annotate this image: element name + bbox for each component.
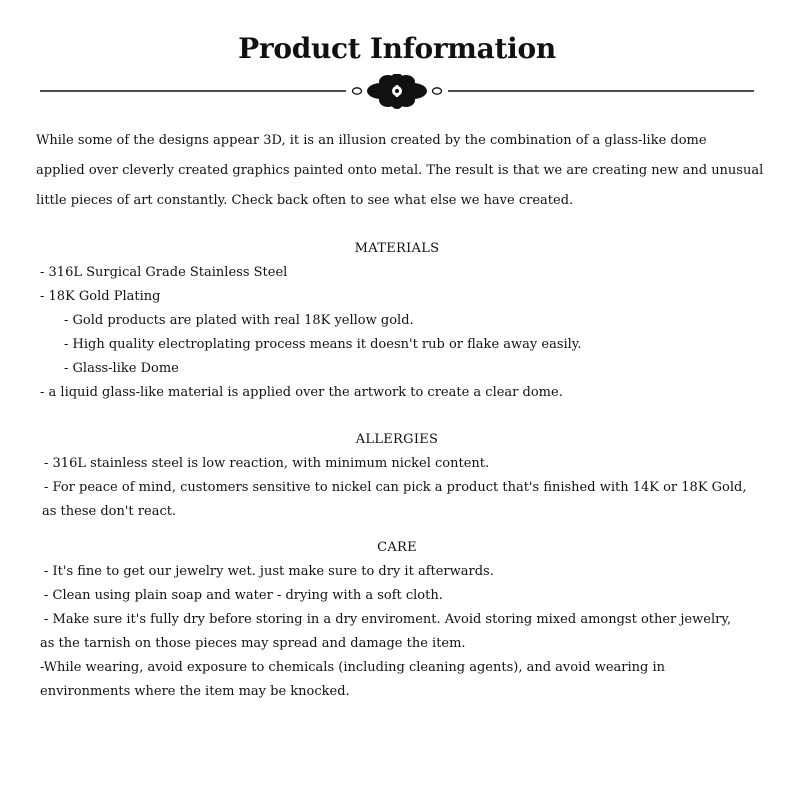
materials-item: - 316L Surgical Grade Stainless Steel [40,265,288,280]
flower-divider [40,74,754,110]
care-item: -While wearing, avoid exposure to chemicals (including cleaning agents), and avoid wearing in [40,660,665,675]
materials-subitem: - Gold products are plated with real 18K yellow gold. [64,313,414,328]
allergies-item: - 316L stainless steel is low reaction, with minimum nickel content. [44,456,490,471]
allergies-item: - For peace of mind, customers sensitive to nickel can pick a product that's finished with 14K or 18K Gold, [44,480,747,495]
page-title: Product Information [238,32,556,65]
intro-paragraph [36,126,766,216]
allergies-heading: ALLERGIES [355,432,439,447]
intro-line: applied over cleverly created graphics painted onto metal. The result is that we are creating new and unusual [36,163,764,178]
intro-line: little pieces of art constantly. Check back often to see what else we have created. [36,193,574,208]
care-item: environments where the item may be knocked. [40,684,350,699]
materials-item: - 18K Gold Plating [40,289,161,304]
materials-subitem: - Glass-like Dome [64,361,179,376]
materials-heading: MATERIALS [354,241,440,256]
flower-icon [367,74,427,109]
care-item: - It's fine to get our jewelry wet. just make sure to dry it afterwards. [44,564,494,579]
care-item: - Clean using plain soap and water - drying with a soft cloth. [44,588,443,603]
care-item: as the tarnish on those pieces may spread and damage the item. [40,636,466,651]
intro-line: While some of the designs appear 3D, it is an illusion created by the combination of a glass-like dome [36,133,707,148]
allergies-item: as these don't react. [42,504,177,519]
materials-item: - a liquid glass-like material is applied over the artwork to create a clear dome. [40,385,563,400]
materials-subitem: - High quality electroplating process means it doesn't rub or flake away easily. [64,337,582,352]
care-item: - Make sure it's fully dry before storing in a dry enviroment. Avoid storing mixed amongst other jewelry, [44,612,732,627]
care-heading: CARE [377,540,417,555]
